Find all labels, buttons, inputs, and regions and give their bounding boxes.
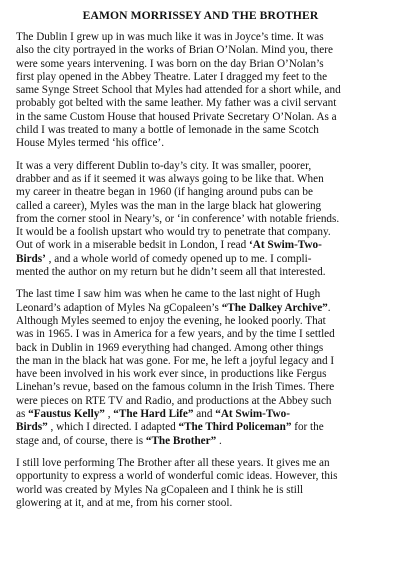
text-run: Although Myles seemed to enjoy the evening, he looked poorly. That [16, 314, 326, 327]
text-run: were pieces on RTE TV and Radio, and productions at the Abbey such [16, 394, 332, 407]
text-run: from the corner stool in Neary’s, or ‘in conference’ with notable friends. [16, 212, 340, 225]
text-line [16, 408, 385, 421]
text-run: Leonard’s adaption of Myles Na gCopaleen’s [16, 301, 222, 314]
page-title: EAMON MORRISSEY AND THE BROTHER [82, 9, 319, 22]
text-run: , and a whole world of comedy opened up to me. I compli- [45, 252, 312, 265]
text-line [16, 239, 385, 252]
text-line [16, 497, 385, 510]
text-line [16, 395, 385, 408]
text-line [16, 186, 385, 199]
text-run: , [104, 408, 114, 421]
text-run: was in 1965. I was in America for a few years, and by the time I settled [16, 328, 335, 341]
text-line [16, 137, 385, 150]
article-body [16, 31, 385, 510]
text-run: child I was treated to many a bottle of lemonade in the same Scotch [16, 124, 319, 137]
text-line [16, 421, 385, 434]
text-line [16, 470, 385, 483]
text-run: for the [291, 421, 324, 434]
text-line [16, 111, 385, 124]
text-line [16, 368, 385, 381]
text-run: glowering at it, and at me, from his corner stool. [16, 496, 233, 509]
text-run: have been involved in his work ever since, in productions like Fergus [16, 368, 327, 381]
text-run: House Myles termed ‘his office’. [16, 137, 164, 150]
text-run: It would be a foolish upstart who would try to penetrate that company. [16, 226, 331, 239]
bold-title-text: “Faustus Kelly” [28, 408, 105, 421]
text-line [16, 484, 385, 497]
bold-title-text: ‘At Swim-Two- [249, 239, 322, 252]
text-run: I still love performing The Brother after all these years. It gives me an [16, 456, 330, 469]
bold-title-text: “The Hard Life” [113, 408, 194, 421]
text-run: in the same Custom House that housed Private Secretary O’Nolan. As a [16, 110, 337, 123]
text-run: Linehan’s revue, based on the famous column in the Irish Times. There [16, 381, 335, 394]
bold-title-text: “The Dalkey Archive” [221, 301, 328, 314]
text-line [16, 124, 385, 137]
text-line [16, 355, 385, 368]
text-run: first play opened in the Abbey Theatre. Later I dragged my feet to the [16, 70, 328, 83]
text-line [16, 253, 385, 266]
text-run: as [16, 408, 29, 421]
text-line [16, 173, 385, 186]
text-run: drabber and as if it seemed it was always going to be like that. When [16, 172, 324, 185]
text-line [16, 342, 385, 355]
text-run: opportunity to express a world of wonderful comic ideas. However, this [16, 470, 338, 483]
text-run: the man in the black hat was gone. For me, he left a joyful legacy and I [16, 354, 335, 367]
paragraph [16, 160, 385, 280]
bold-title-text: “The Brother” [145, 434, 217, 447]
text-run: mented the author on my return but he didn’t seem all that interested. [16, 266, 326, 279]
text-line [16, 328, 385, 341]
bold-title-text: Birds” [16, 421, 48, 434]
text-line [16, 84, 385, 97]
text-run: . [216, 434, 222, 447]
bold-title-text: “The Third Policeman” [178, 421, 292, 434]
text-line [16, 213, 385, 226]
text-run: . [327, 301, 331, 314]
text-line [16, 226, 385, 239]
paragraph [16, 457, 385, 510]
text-line [16, 288, 385, 301]
text-line [16, 302, 385, 315]
text-line [16, 435, 385, 448]
text-line [16, 381, 385, 394]
text-line [16, 200, 385, 213]
text-run: The last time I saw him was when he came to the last night of Hugh [16, 288, 321, 301]
text-run: same Synge Street School that Myles had attended for a short while, and [16, 84, 341, 97]
paragraph [16, 31, 385, 151]
text-line [16, 44, 385, 57]
text-run: Out of work in a miserable bedsit in London, I read [16, 239, 250, 252]
text-run: , which I directed. I adapted [47, 421, 179, 434]
text-line [16, 31, 385, 44]
text-run: probably got belted with the same leather. My father was a civil servant [16, 97, 337, 110]
text-line [16, 71, 385, 84]
text-run: were some years intervening. I was born on the day Brian O’Nolan’s [16, 57, 324, 70]
text-line [16, 457, 385, 470]
text-line [16, 160, 385, 173]
text-run: called a career), Myles was the man in the large black hat glowering [16, 199, 322, 212]
text-run: The Dublin I grew up in was much like it was in Joyce’s time. It was [16, 31, 324, 43]
text-run: back in Dublin in 1969 everything had changed. Among other things [16, 341, 324, 354]
text-line [16, 58, 385, 71]
text-line [16, 266, 385, 279]
text-run: It was a very different Dublin to-day’s city. It was smaller, poorer, [16, 159, 312, 172]
bold-title-text: “At Swim-Two- [215, 408, 290, 421]
text-line [16, 315, 385, 328]
text-run: stage and, of course, there is [16, 434, 146, 447]
text-run: and [193, 408, 216, 421]
text-run: world was created by Myles Na gCopaleen and I think he is still [16, 483, 304, 496]
text-line [16, 97, 385, 110]
bold-title-text: Birds’ [16, 252, 46, 265]
paragraph [16, 288, 385, 448]
text-run: my career in theatre began in 1960 (if hanging around pubs can be [16, 186, 313, 199]
text-run: also the city portrayed in the works of Brian O’Nolan. Mind you, there [16, 44, 333, 57]
